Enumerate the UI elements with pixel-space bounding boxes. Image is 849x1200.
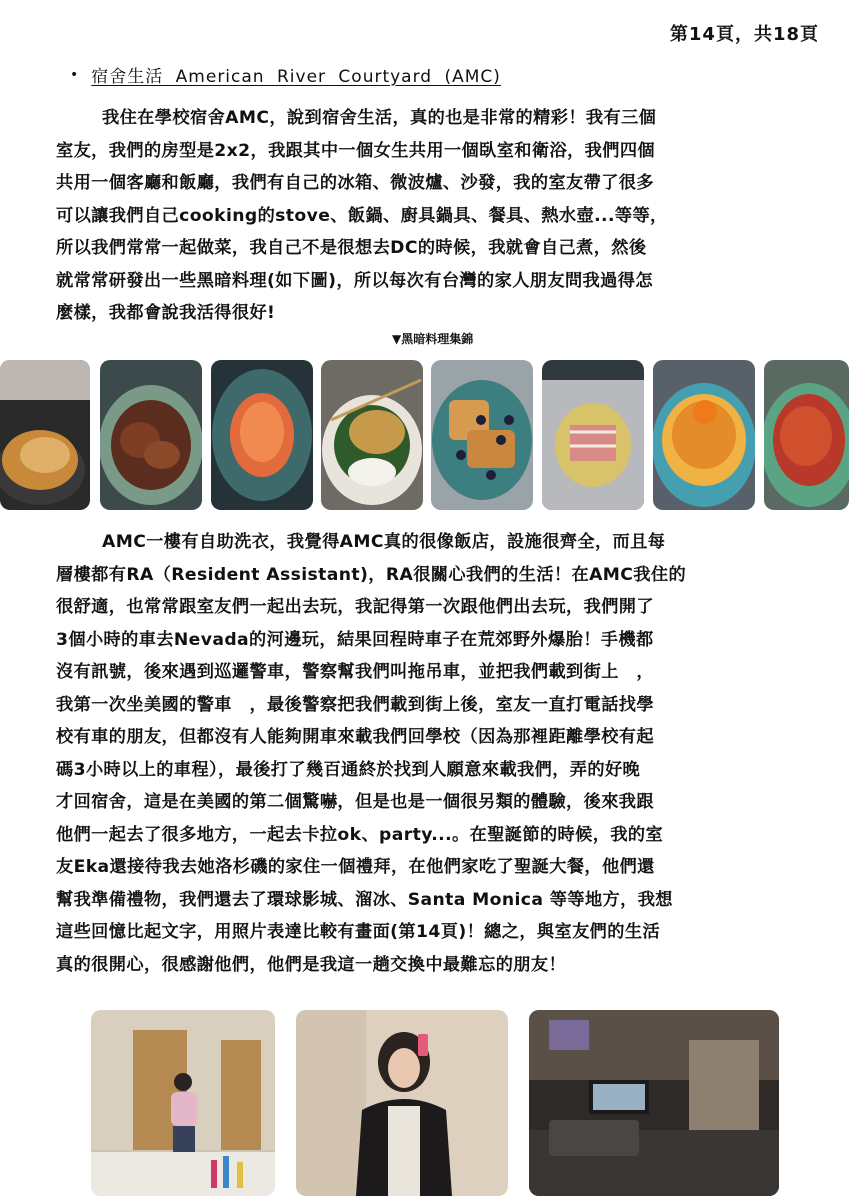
paragraph-line: AMC一樓有自助洗衣，我覺得AMC真的很像飯店，設施很齊全，而且每 — [102, 532, 666, 552]
paragraph-line: 我住在學校宿舍AMC，說到宿舍生活，真的也是非常的精彩！我有三個 — [102, 108, 657, 128]
tortilla-ham-photo — [542, 360, 644, 510]
mirror-selfie-photo — [296, 1010, 508, 1196]
orange-rice-bowl-photo — [211, 360, 313, 510]
french-toast-blueberry-photo — [431, 360, 533, 510]
paragraph-roommates — [56, 526, 800, 981]
bathroom-mirror-selfie-photo — [91, 1010, 275, 1196]
paragraph-line: 就常常研發出一些黑暗料理(如下圖)，所以每次有台灣的家人朋友問我過得怎 — [56, 270, 653, 291]
photo-caption: ▼黑暗料理集錦 — [392, 332, 474, 346]
paragraph-line: 真的很開心，很感謝他們，他們是我這一趟交換中最難忘的朋友！ — [56, 954, 567, 975]
spaghetti-plate-photo — [764, 360, 849, 510]
paragraph-line: 所以我們常常一起做菜，我自己不是很想去DC的時候，我就會自己煮，然後 — [56, 238, 647, 258]
paragraph-line: 校有車的朋友，但都沒有人能夠開車來載我們回學校（因為那裡距離學校有起 — [56, 727, 654, 747]
bullet: • — [70, 66, 80, 83]
paragraph-line: 層樓都有RA（Resident Assistant)，RA很關心我們的生活！在AMC我住的 — [56, 564, 687, 585]
paragraph-line: 可以讓我們自己cooking的stove、飯鍋、廚具鍋具、餐具、熱水壺...等等， — [56, 205, 668, 226]
paragraph-line: 這些回憶比起文字，用照片表達比較有畫面(第14頁)！總之，與室友們的生活 — [56, 922, 661, 942]
living-room-photo — [529, 1010, 779, 1196]
paragraph-line: 室友，我們的房型是2x2，我跟其中一個女生共用一個臥室和衛浴，我們四個 — [56, 140, 656, 161]
paragraph-line: 才回宿舍，這是在美國的第二個驚嚇，但是也是一個很另類的體驗，後來我跟 — [56, 792, 654, 812]
paragraph-line: 他們一起去了很多地方，一起去卡拉ok、party...。在聖誕節的時候，我的室 — [56, 824, 664, 845]
paragraph-line: 我第一次坐美國的警車 ，最後警察把我們載到街上後，室友一直打電話找學 — [56, 694, 654, 715]
paragraph-line: 碼3小時以上的車程），最後打了幾百通終於找到人願意來載我們，弄的好晚 — [56, 759, 641, 780]
paragraph-dorm-intro — [56, 102, 800, 330]
paragraph-line: 沒有訊號，後來遇到巡邏警車，警察幫我們叫拖吊車，並把我們載到街上 ， — [56, 662, 654, 682]
curry-rice-bowl-photo — [321, 360, 423, 510]
paragraph-line: 友Eka還接待我去她洛杉磯的家住一個禮拜，在他們家吃了聖誕大餐，他們還 — [56, 857, 655, 877]
paragraph-line: 很舒適，也常常跟室友們一起出去玩，我記得第一次跟他們出去玩，我們開了 — [56, 597, 654, 617]
egg-yolk-noodles-photo — [653, 360, 755, 510]
paragraph-line: 3個小時的車去Nevada的河邊玩，結果回程時車子在荒郊野外爆胎！手機都 — [56, 629, 654, 650]
page-number: 第14頁，共18頁 — [669, 24, 819, 45]
paragraph-line: 共用一個客廳和飯廳，我們有自己的冰箱、微波爐、沙發，我的室友帶了很多 — [56, 173, 654, 193]
section-heading-text: 宿舍生活 American River Courtyard (AMC) — [91, 67, 501, 87]
braised-meat-plate-photo — [100, 360, 202, 510]
paragraph-line: 幫我準備禮物，我們還去了環球影城、溜冰、Santa Monica 等等地方，我想 — [56, 889, 673, 910]
paragraph-line: 麼樣，我都會說我活得很好! — [56, 303, 276, 323]
air-fryer-chicken-photo — [0, 360, 90, 510]
section-heading — [70, 62, 501, 87]
